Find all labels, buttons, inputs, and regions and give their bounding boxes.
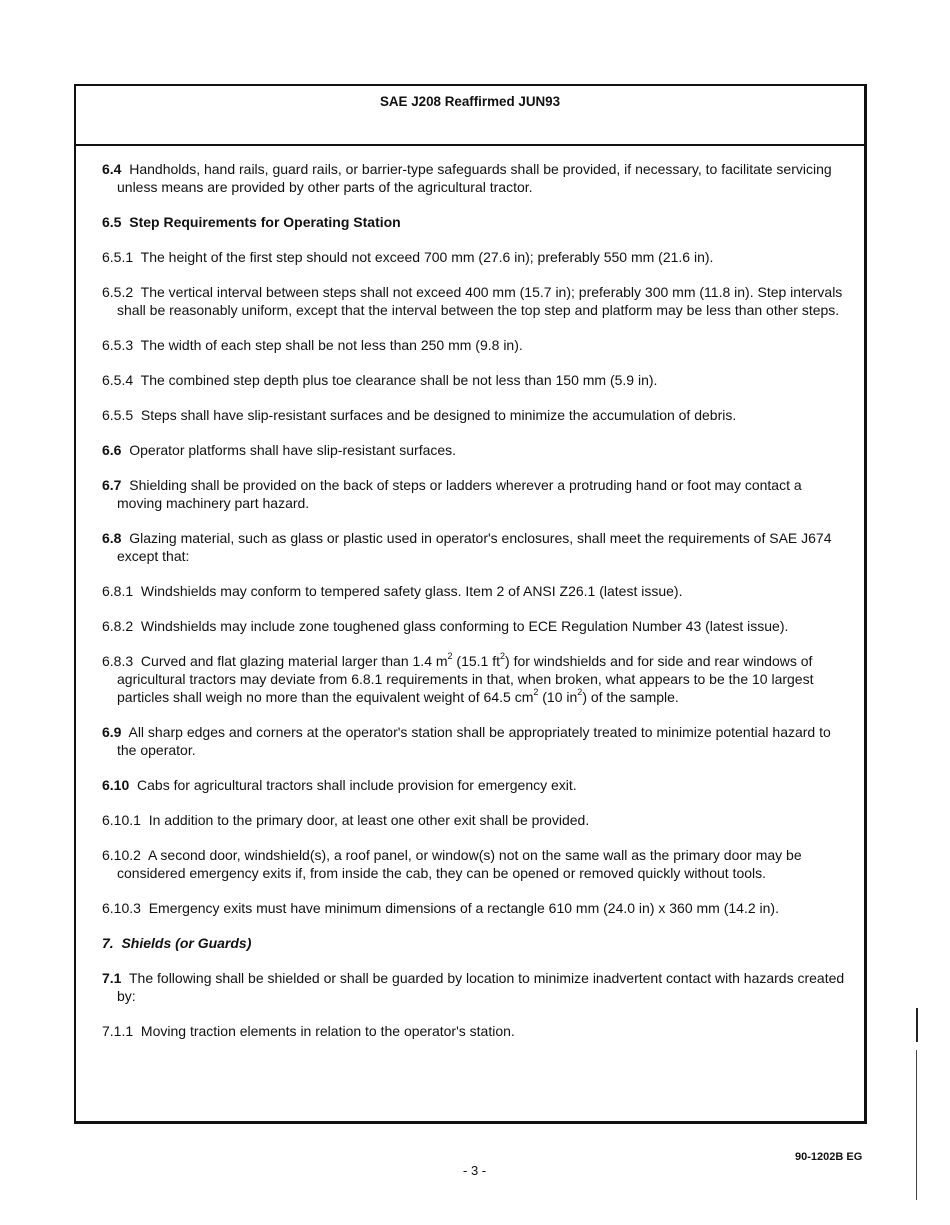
- paragraph-text: Handholds, hand rails, guard rails, or barrier-type safeguards shall be provided, if necessary, to facilitate servicing unless means are provided by other parts of the agricultural tractor.: [117, 161, 832, 195]
- section-number: 6.5.4: [102, 372, 134, 388]
- section-number: 6.10: [102, 777, 130, 793]
- paragraph-text: Emergency exits must have minimum dimensions of a rectangle 610 mm (24.0 in) x 360 mm (14.2 in).: [148, 900, 779, 916]
- paragraph-text: Moving traction elements in relation to the operator's station.: [140, 1023, 515, 1039]
- paragraph-6-10-2: [102, 846, 846, 882]
- superscript: 2: [500, 651, 506, 662]
- paragraph-text: The height of the first step should not exceed 700 mm (27.6 in); preferably 550 mm (21.6 in).: [140, 249, 714, 265]
- section-number: 7.1: [102, 970, 122, 986]
- paragraph-6-9: [102, 723, 846, 759]
- paragraph-text: Steps shall have slip-resistant surfaces and be designed to minimize the accumulation of debris.: [140, 407, 737, 423]
- section-number: 6.6: [102, 442, 122, 458]
- paragraph-text: ) for windshields and for side and rear windows of agricultural tractors may deviate from 6.8.1 requirements in that, when broken, what appears to be the 10 largest particles shall weigh no more than the equivalent weight of 64.5 cm: [117, 653, 814, 705]
- section-number: 6.8: [102, 530, 122, 546]
- paragraph-6-5-5: [102, 406, 846, 424]
- paragraph-text: A second door, windshield(s), a roof panel, or window(s) not on the same wall as the primary door may be considered emergency exits if, from inside the cab, they can be opened or removed quickly without tools.: [117, 847, 802, 881]
- paragraph-text: Operator platforms shall have slip-resistant surfaces.: [129, 442, 457, 458]
- page-frame: [74, 84, 867, 1124]
- section-number: 7.: [102, 935, 114, 951]
- paragraph-7-1: [102, 969, 846, 1005]
- header-title: SAE J208 Reaffirmed JUN93: [379, 94, 561, 109]
- paragraph-text: All sharp edges and corners at the operator's station shall be appropriately treated to minimize potential hazard to the operator.: [117, 724, 831, 758]
- paragraph-6-10-3: [102, 899, 846, 917]
- paragraph-text: Curved and flat glazing material larger than 1.4 m: [140, 653, 448, 669]
- paragraph-7-1-1: [102, 1022, 846, 1040]
- paragraph-6-5-1: [102, 248, 846, 266]
- paragraph-text: In addition to the primary door, at least one other exit shall be provided.: [148, 812, 590, 828]
- section-number: 6.7: [102, 477, 122, 493]
- paragraph-6-5-3: [102, 336, 846, 354]
- document-body: [76, 146, 864, 1040]
- section-number: 6.9: [102, 724, 122, 740]
- paragraph-6-8-3: [102, 652, 846, 706]
- paragraph-6-8-2: [102, 617, 846, 635]
- paragraph-6-8: [102, 529, 846, 565]
- section-number: 6.10.3: [102, 900, 141, 916]
- heading-7: [102, 934, 846, 952]
- paragraph-6-4: [102, 160, 846, 196]
- document-header: [76, 86, 864, 146]
- paragraph-6-5-4: [102, 371, 846, 389]
- paragraph-6-10: [102, 776, 846, 794]
- scan-edge-mark: [916, 1050, 917, 1200]
- section-number: 7.1.1: [102, 1023, 134, 1039]
- paragraph-text: Cabs for agricultural tractors shall include provision for emergency exit.: [137, 777, 577, 793]
- paragraph-6-6: [102, 441, 846, 459]
- document-code: 90-1202B EG: [795, 1151, 863, 1163]
- paragraph-text: Windshields may conform to tempered safety glass. Item 2 of ANSI Z26.1 (latest issue).: [140, 583, 683, 599]
- paragraph-text: Shielding shall be provided on the back of steps or ladders wherever a protruding hand or foot may contact a moving machinery part hazard.: [117, 477, 802, 511]
- section-number: 6.5.3: [102, 337, 134, 353]
- paragraph-text: Windshields may include zone toughened glass conforming to ECE Regulation Number 43 (latest issue).: [140, 618, 789, 634]
- section-number: 6.10.2: [102, 847, 141, 863]
- paragraph-6-5-2: [102, 283, 846, 319]
- scan-edge-mark: [916, 1008, 918, 1042]
- page-number: - 3 -: [463, 1163, 487, 1178]
- section-number: 6.8.2: [102, 618, 134, 634]
- section-number: 6.5.2: [102, 284, 134, 300]
- section-heading: Step Requirements for Operating Station: [129, 214, 401, 230]
- section-heading: Shields (or Guards): [121, 935, 252, 951]
- section-number: 6.4: [102, 161, 122, 177]
- paragraph-text: Glazing material, such as glass or plastic used in operator's enclosures, shall meet the requirements of SAE J674 except that:: [117, 530, 832, 564]
- section-number: 6.5.5: [102, 407, 134, 423]
- heading-6-5: [102, 213, 846, 231]
- paragraph-text: The following shall be shielded or shall be guarded by location to minimize inadvertent contact with hazards created by:: [117, 970, 845, 1004]
- section-number: 6.10.1: [102, 812, 141, 828]
- paragraph-text: (15.1 ft: [452, 653, 501, 669]
- paragraph-text: (10 in: [538, 689, 578, 705]
- section-number: 6.5.1: [102, 249, 134, 265]
- superscript: 2: [533, 687, 539, 698]
- paragraph-6-10-1: [102, 811, 846, 829]
- paragraph-text: The combined step depth plus toe clearance shall be not less than 150 mm (5.9 in).: [140, 372, 658, 388]
- superscript: 2: [447, 651, 453, 662]
- paragraph-text: The width of each step shall be not less than 250 mm (9.8 in).: [140, 337, 523, 353]
- section-number: 6.8.1: [102, 583, 134, 599]
- superscript: 2: [577, 687, 583, 698]
- paragraph-text: ) of the sample.: [582, 689, 679, 705]
- section-number: 6.8.3: [102, 653, 134, 669]
- paragraph-text: The vertical interval between steps shall not exceed 400 mm (15.7 in); preferably 300 mm (11.8 in). Step intervals shall be reasonably uniform, except that the interval between the top step and platform may be less than other steps.: [117, 284, 843, 318]
- paragraph-6-8-1: [102, 582, 846, 600]
- section-number: 6.5: [102, 214, 122, 230]
- paragraph-6-7: [102, 476, 846, 512]
